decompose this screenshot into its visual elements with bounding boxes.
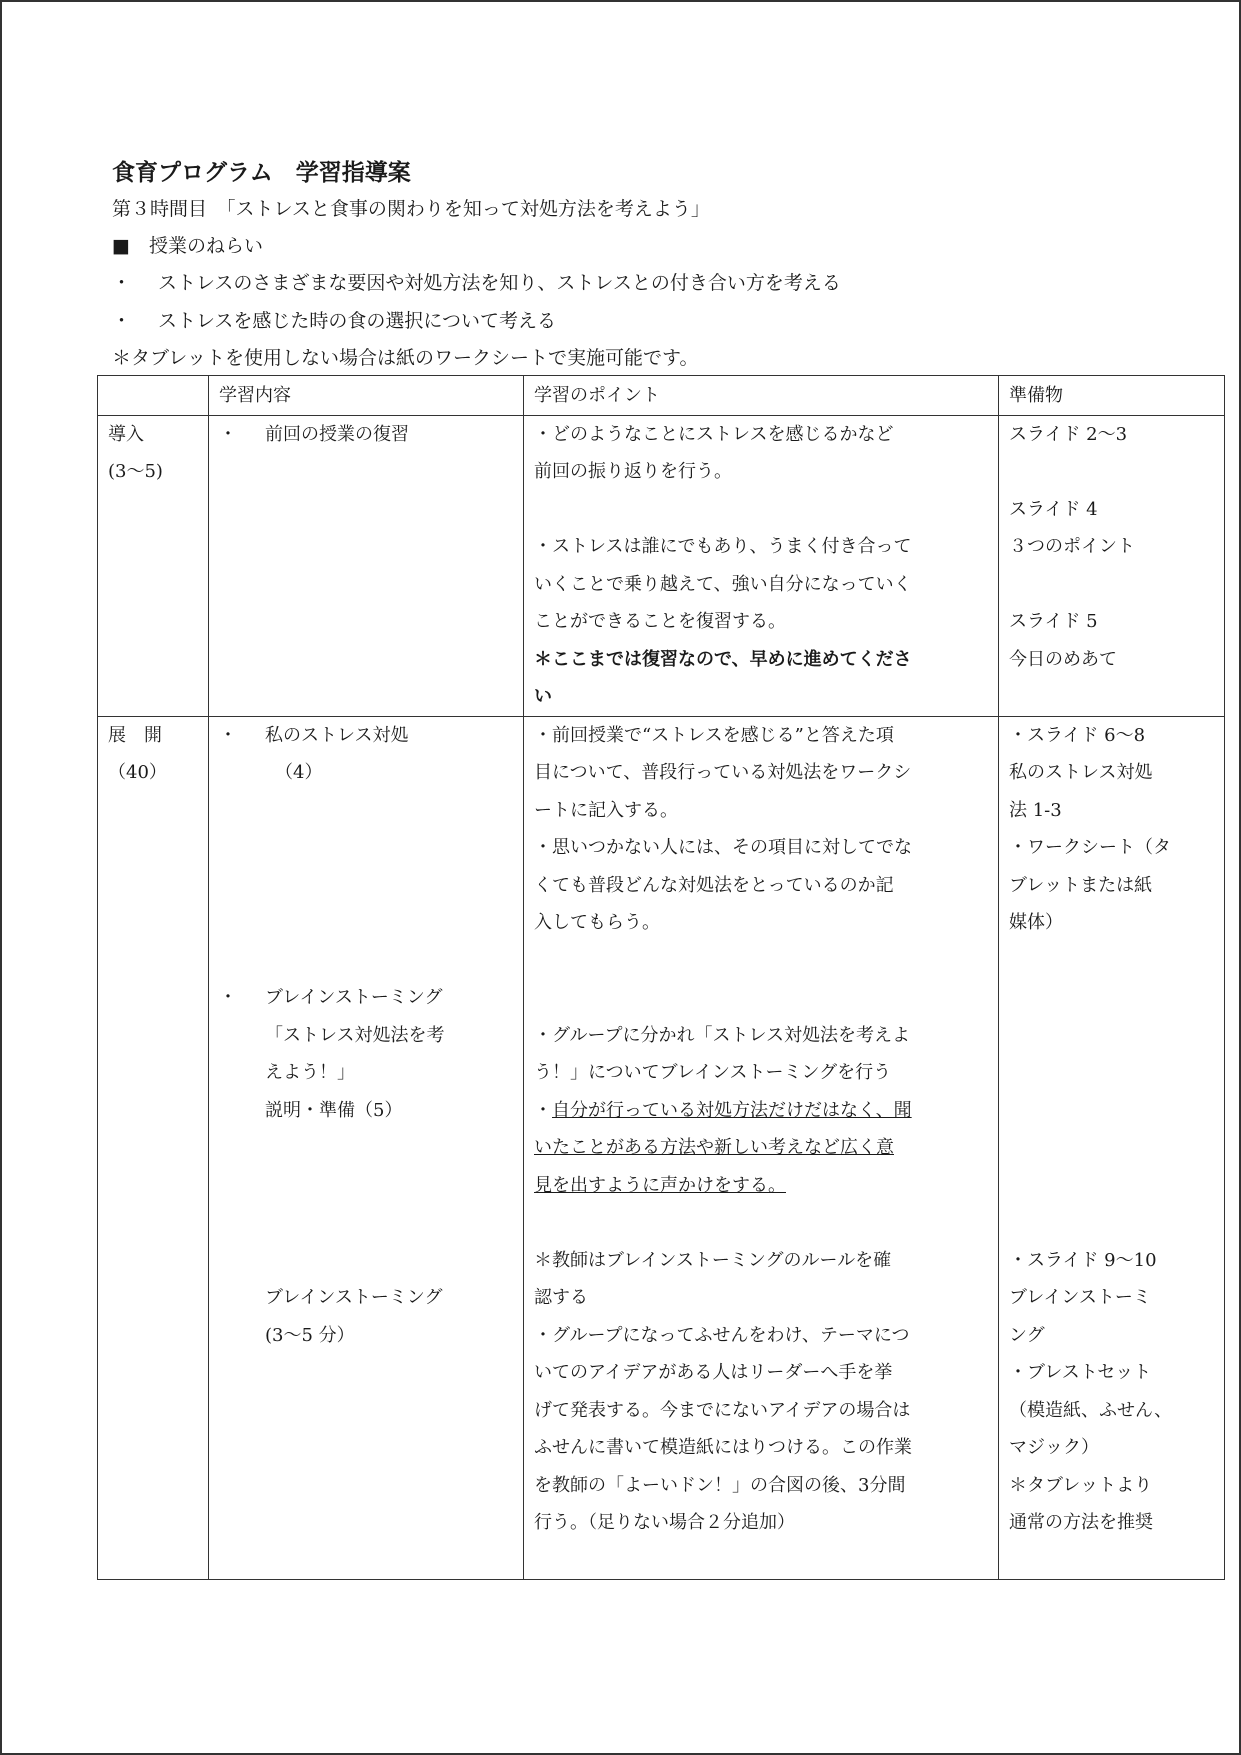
lesson-subtitle: 第３時間目 「ストレスと食事の関わりを知って対処方法を考えよう」 xyxy=(112,198,710,220)
point-line: ＊ここまでは復習なので、早めに進めてくださ xyxy=(534,648,912,670)
bullet: ・ xyxy=(219,987,237,1008)
point-line: ・ストレスは誰にでもあり、うまく付き合って xyxy=(534,536,912,557)
material-line: ブレットまたは紙 xyxy=(1009,874,1153,896)
tablet-note: ＊タブレットを使用しない場合は紙のワークシートで実施可能です。 xyxy=(112,347,699,369)
material-line: ・ワークシート（タ xyxy=(1009,837,1171,858)
underlined-text: 見を出すように声かけをする。 xyxy=(534,1174,786,1196)
point-line: いくことで乗り越えて、強い自分になっていく xyxy=(534,573,912,595)
material-line: ・スライド 6～8 xyxy=(1009,724,1146,746)
bullet: ・ xyxy=(219,423,237,445)
table-header-row xyxy=(98,376,1225,416)
point-line: ふせんに書いて模造紙にはりつける。この作業 xyxy=(534,1437,912,1458)
content-cell xyxy=(209,415,524,716)
point-line: ＊教師はブレインストーミングのルールを確 xyxy=(534,1249,892,1271)
underlined-text: 自分が行っている対処方法だけだはなく、聞 xyxy=(552,1099,912,1121)
material-line: 法 1-3 xyxy=(1009,799,1062,821)
content-item xyxy=(219,979,513,1017)
point-line: を教師の「よーいドン！」の合図の後、3分間 xyxy=(534,1474,906,1496)
content-text: 説明・準備（5） xyxy=(265,1099,403,1121)
table-row-development xyxy=(98,716,1225,1580)
underlined-text: いたことがある方法や新しい考えなど広く意 xyxy=(534,1137,894,1158)
point-line: 目について、普段行っている対処法をワークシ xyxy=(534,762,912,783)
point-line: い xyxy=(534,686,552,707)
material-line: （模造紙、ふせん、 xyxy=(1009,1399,1173,1421)
content-text: 「ストレス対処法を考 xyxy=(265,1024,445,1046)
header-cell-content: 学習内容 xyxy=(209,376,524,416)
bullet: ・ xyxy=(112,310,132,332)
points-cell xyxy=(524,716,999,1580)
aim-item xyxy=(112,306,556,333)
lesson-plan-table xyxy=(97,375,1225,1580)
material-line: スライド 4 xyxy=(1009,498,1098,520)
points-cell xyxy=(524,415,999,716)
material-line: 私のストレス対処 xyxy=(1009,762,1153,783)
material-line: ３つのポイント xyxy=(1009,536,1135,557)
material-line: ＊タブレットより xyxy=(1009,1474,1153,1496)
material-line: 今日のめあて xyxy=(1009,648,1117,670)
point-line: ・思いつかない人には、その項目に対してでな xyxy=(534,837,912,858)
materials-cell xyxy=(999,415,1225,716)
table-row-intro xyxy=(98,415,1225,716)
content-cell xyxy=(209,716,524,1580)
point-line: う！」についてブレインストーミングを行う xyxy=(534,1062,892,1083)
aim-item xyxy=(112,268,841,295)
point-line: ・前回授業で“ストレスを感じる”と答えた項 xyxy=(534,724,894,746)
aim-text: ストレスを感じた時の食の選択について考える xyxy=(158,310,557,332)
point-line: ・グループになってふせんをわけ、テーマにつ xyxy=(534,1324,910,1346)
bullet: ・ xyxy=(112,272,132,294)
content-text: ブレインストーミング xyxy=(265,987,443,1008)
materials-cell xyxy=(999,716,1225,1580)
content-text: （4） xyxy=(275,762,323,783)
stage-time: （40） xyxy=(108,762,167,783)
bullet: ・ xyxy=(534,1099,552,1121)
material-line: 媒体） xyxy=(1009,912,1063,933)
header-cell-points: 学習のポイント xyxy=(524,376,999,416)
content-text: ブレインストーミング xyxy=(265,1287,443,1308)
header-cell-materials: 準備物 xyxy=(999,376,1225,416)
material-line: ・スライド 9～10 xyxy=(1009,1249,1157,1271)
stage-time: (3～5) xyxy=(108,461,163,482)
content-text: 私のストレス対処 xyxy=(265,724,409,746)
aim-text: ストレスのさまざまな要因や対処方法を知り、ストレスとの付き合い方を考える xyxy=(158,272,841,294)
material-line: ング xyxy=(1009,1324,1045,1346)
material-line: スライド 5 xyxy=(1009,611,1098,632)
point-line: 前回の振り返りを行う。 xyxy=(534,461,732,482)
content-text: えよう！」 xyxy=(265,1062,355,1083)
content-text: 前回の授業の復習 xyxy=(265,423,409,445)
material-line: スライド 2～3 xyxy=(1009,423,1128,445)
material-line: ブレインストーミ xyxy=(1009,1287,1151,1308)
point-line: くても普段どんな対処法をとっているのか記 xyxy=(534,874,894,896)
header-cell-stage xyxy=(98,376,209,416)
point-line: ・どのようなことにストレスを感じるかなど xyxy=(534,423,894,445)
bullet: ・ xyxy=(219,724,237,746)
document-title: 食育プログラム 学習指導案 xyxy=(112,159,411,186)
aim-heading: ■ 授業のねらい xyxy=(112,235,263,257)
point-line: げて発表する。今までにないアイデアの場合は xyxy=(534,1399,911,1421)
point-line: ことができることを復習する。 xyxy=(534,611,786,632)
point-line: 行う。（足りない場合２分追加） xyxy=(534,1512,795,1533)
point-line: いてのアイデアがある人はリーダーへ手を挙 xyxy=(534,1362,893,1383)
content-item xyxy=(219,717,513,755)
material-line: マジック） xyxy=(1009,1437,1099,1458)
material-line: 通常の方法を推奨 xyxy=(1009,1512,1153,1533)
content-text: (3～5 分） xyxy=(265,1324,355,1346)
stage-cell xyxy=(98,716,209,1580)
point-line: ・グループに分かれ「ストレス対処法を考えよ xyxy=(534,1024,911,1046)
point-line: ートに記入する。 xyxy=(534,799,678,821)
point-line: 入してもらう。 xyxy=(534,912,660,933)
stage-cell xyxy=(98,415,209,716)
stage-label: 導入 xyxy=(108,423,144,445)
material-line: ・ブレストセット xyxy=(1009,1362,1152,1383)
point-line: 認する xyxy=(534,1287,588,1308)
stage-label: 展 開 xyxy=(108,724,162,746)
content-item xyxy=(219,416,513,454)
point-line xyxy=(534,1092,988,1130)
